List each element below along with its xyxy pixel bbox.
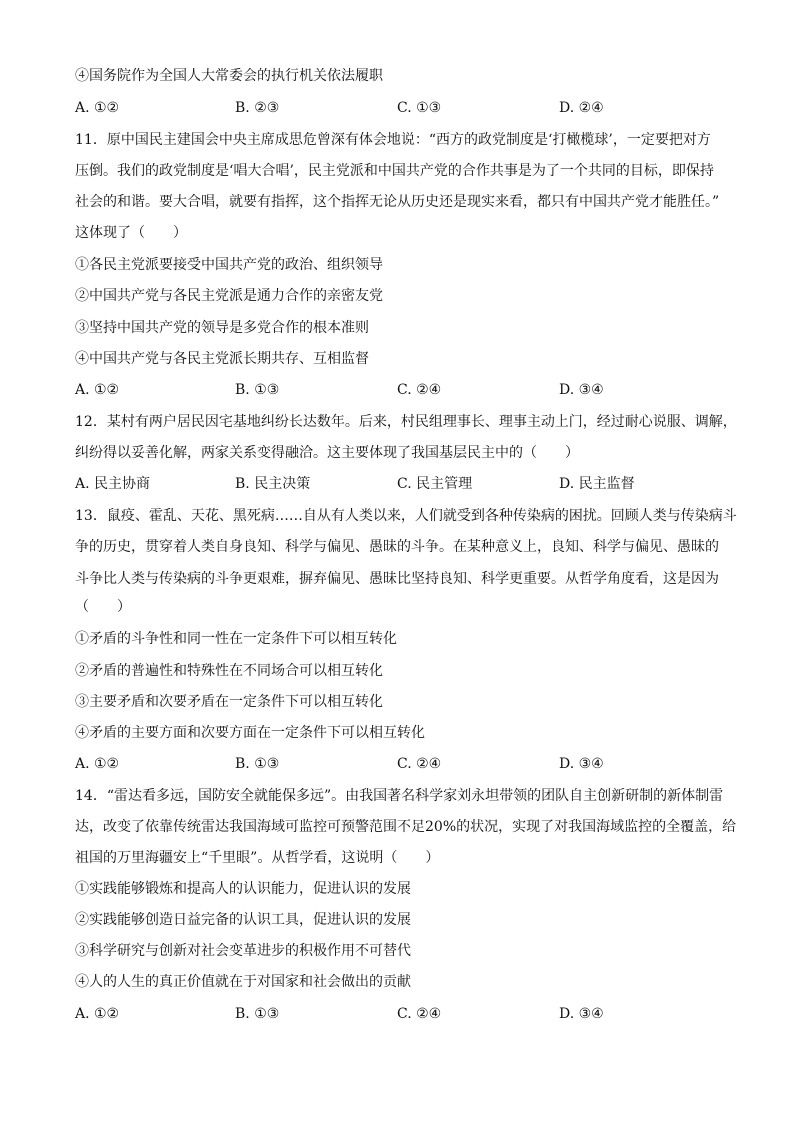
q12-option-b[interactable]: B. 民主决策: [235, 476, 311, 492]
q11-item-2: ②中国共产党与各民主党派是通力合作的亲密友党: [75, 288, 383, 304]
q14-option-b[interactable]: B. ①③: [235, 1006, 280, 1022]
q11-option-a[interactable]: A. ①②: [75, 382, 120, 398]
q11-stem-line-3: 社会的和谐。要大合唱，就要有指挥，这个指挥无论从历史还是现实来看，都只有中国共产党才能胜任。”: [75, 194, 720, 210]
q13-options: [75, 754, 725, 774]
q14-option-a[interactable]: A. ①②: [75, 1006, 120, 1022]
q11-item-3: ③坚持中国共产党的领导是多党合作的根本准则: [75, 320, 369, 336]
q14-stem-line-1: 14．“雷达看多远，国防安全就能保多远”。由我国著名科学家刘永坦带领的团队自主创新研制的新体制雷: [75, 788, 724, 804]
q14-item-4: ④人的人生的真正价值就在于对国家和社会做出的贡献: [75, 974, 411, 990]
q14-stem-line-2: 达，改变了依靠传统雷达我国海域可监控可预警范围不足20%的状况，实现了对我国海域监控的全覆盖，给: [75, 819, 737, 835]
q12-stem-line-1: 12．某村有两户居民因宅基地纠纷长达数年。后来，村民组理事长、理事主动上门，经过耐心说服、调解，: [75, 414, 737, 430]
q10-option-b[interactable]: B. ②③: [235, 100, 280, 116]
q11-option-b[interactable]: B. ①③: [235, 382, 280, 398]
q13-option-c[interactable]: C. ②④: [397, 756, 442, 772]
q13-item-3: ③主要矛盾和次要矛盾在一定条件下可以相互转化: [75, 694, 383, 710]
q10-option-c[interactable]: C. ①③: [397, 100, 442, 116]
q11-option-d[interactable]: D. ③④: [559, 382, 604, 398]
q12-option-d[interactable]: D. 民主监督: [559, 476, 635, 492]
q14-options: [75, 1004, 725, 1024]
q10-option-a[interactable]: A. ①②: [75, 100, 120, 116]
q11-options: [75, 380, 725, 400]
q10-item-4: ④国务院作为全国人大常委会的执行机关依法履职: [75, 68, 383, 84]
q11-option-c[interactable]: C. ②④: [397, 382, 442, 398]
q14-item-1: ①实践能够锻炼和提高人的认识能力，促进认识的发展: [75, 881, 411, 897]
q13-item-1: ①矛盾的斗争性和同一性在一定条件下可以相互转化: [75, 631, 397, 647]
q10-options: [75, 98, 725, 118]
q13-stem-line-4: （ ）: [75, 599, 131, 615]
q14-stem-line-3: 祖国的万里海疆安上“千里眼”。从哲学看，这说明（ ）: [75, 850, 440, 866]
q11-item-4: ④中国共产党与各民主党派长期共存、互相监督: [75, 351, 369, 367]
q13-option-d[interactable]: D. ③④: [559, 756, 604, 772]
q14-item-2: ②实践能够创造日益完备的认识工具，促进认识的发展: [75, 912, 411, 928]
q10-option-d[interactable]: D. ②④: [559, 100, 604, 116]
q13-item-2: ②矛盾的普遍性和特殊性在不同场合可以相互转化: [75, 663, 383, 679]
q13-item-4: ④矛盾的主要方面和次要方面在一定条件下可以相互转化: [75, 725, 425, 741]
q14-option-d[interactable]: D. ③④: [559, 1006, 604, 1022]
q13-stem-line-3: 斗争比人类与传染病的斗争更艰难，摒弃偏见、愚昧比坚持良知、科学更重要。从哲学角度看，这是因为: [75, 571, 719, 587]
q13-stem-line-2: 争的历史，贯穿着人类自身良知、科学与偏见、愚昧的斗争。在某种意义上，良知、科学与偏见、愚昧的: [75, 539, 719, 555]
q12-stem-line-2: 纠纷得以妥善化解，两家关系变得融洽。这主要体现了我国基层民主中的（ ）: [75, 445, 579, 461]
q11-item-1: ①各民主党派要接受中国共产党的政治、组织领导: [75, 257, 383, 273]
q14-option-c[interactable]: C. ②④: [397, 1006, 442, 1022]
q13-stem-line-1: 13．鼠疫、霍乱、天花、黑死病……自从有人类以来，人们就受到各种传染病的困扰。回顾人类与传染病斗: [75, 508, 737, 524]
q12-option-c[interactable]: C. 民主管理: [397, 476, 473, 492]
q13-option-a[interactable]: A. ①②: [75, 756, 120, 772]
q14-item-3: ③科学研究与创新对社会变革进步的积极作用不可替代: [75, 943, 411, 959]
q11-stem-line-4: 这体现了（ ）: [75, 225, 187, 241]
q13-option-b[interactable]: B. ①③: [235, 756, 280, 772]
q11-stem-line-2: 压倒。我们的政党制度是‘唱大合唱’，民主党派和中国共产党的合作共事是为了一个共同的目标，即保持: [75, 163, 714, 179]
q12-options: [75, 474, 725, 494]
q12-option-a[interactable]: A. 民主协商: [75, 476, 151, 492]
q11-stem-line-1: 11．原中国民主建国会中央主席成思危曾深有体会地说：“西方的政党制度是‘打橄榄球’，一定要把对方: [75, 132, 711, 148]
